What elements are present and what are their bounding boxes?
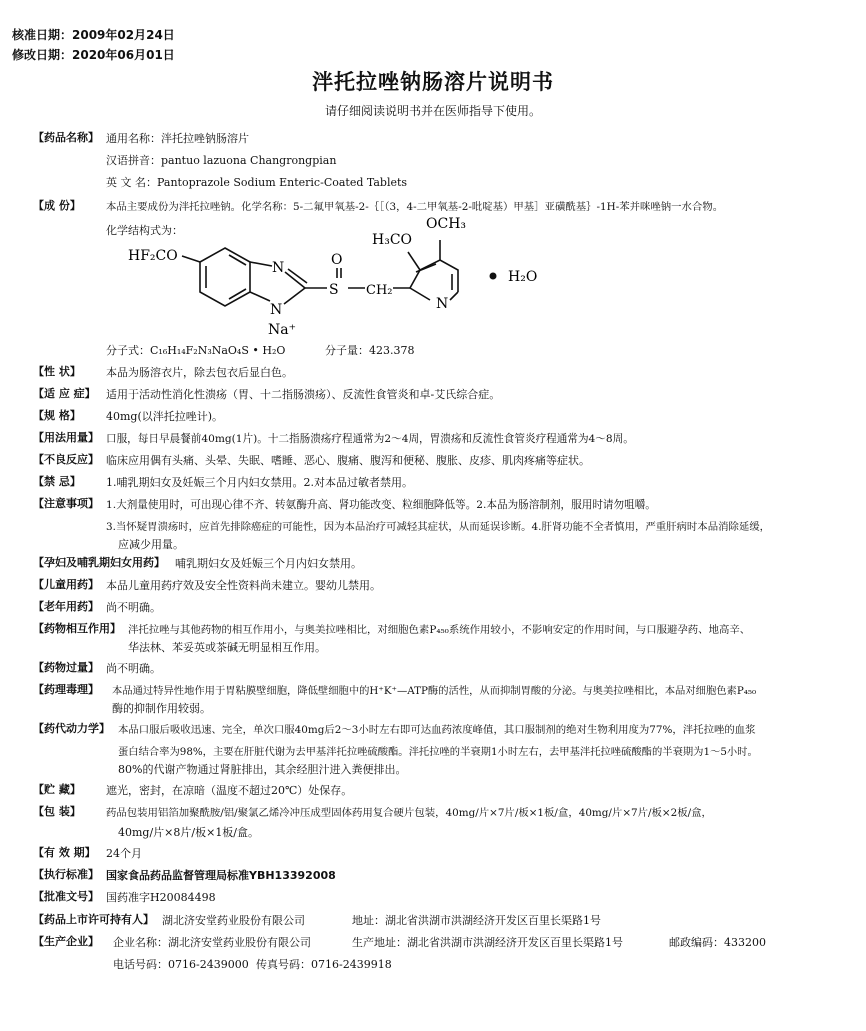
pharmacokinetics-label: 【药代动力学】 — [33, 722, 110, 735]
pharmacology-label: 【药理毒理】 — [33, 683, 99, 696]
manufacturer-phone: 电话号码：0716-2439000 — [113, 958, 249, 971]
dosage-text: 口服，每日早晨餐前40mg(1片)。十二指肠溃疡疗程通常为2～4周，胃溃疡和反流性食管炎疗程通常为4～8周。 — [106, 433, 634, 445]
generic-name: 通用名称：泮托拉唑钠肠溶片 — [106, 132, 249, 145]
indications-label: 【适 应 症】 — [33, 387, 96, 400]
hydrate-dot — [490, 273, 497, 280]
approval-text: 国药准字H20084498 — [106, 891, 216, 904]
elderly-text: 尚不明确。 — [106, 601, 161, 614]
standard-text: 国家食品药品监督管理局标准YBH13392008 — [106, 869, 336, 882]
manufacturer-label: 【生产企业】 — [33, 935, 99, 948]
package-line2: 40mg/片×8片/板×1板/盒。 — [118, 826, 260, 839]
package-line1: 药品包装用铝箔加聚酰胺/铝/聚氯乙烯冷冲压成型固体药用复合硬片包装，40mg/片×7片/板×1板/盒，40mg/片×7片/板×2板/盒， — [106, 807, 712, 819]
pharmacology-line2: 酶的抑制作用较弱。 — [112, 702, 211, 715]
overdose-label: 【药物过量】 — [33, 661, 99, 674]
spec-text: 40mg(以泮托拉唑计)。 — [106, 410, 224, 423]
precautions-line2: 3.当怀疑胃溃疡时，应首先排除癌症的可能性，因为本品治疗可减轻其症状，从而延误诊断。4.肝肾功能不全者慎用，严重肝病时本品消除延缓， — [106, 521, 771, 533]
molecular-weight: 分子量：423.378 — [325, 344, 415, 357]
pyridine-n-label: N — [436, 296, 449, 312]
composition-text: 本品主要成份为泮托拉唑钠。化学名称：5-二氟甲氧基-2-｛［（3，4-二甲氧基-2-吡啶基）甲基］亚磺酰基｝-1H-苯并咪唑钠一水合物。 — [106, 201, 724, 213]
document-title: 泮托拉唑钠肠溶片说明书 — [312, 70, 554, 94]
storage-label: 【贮 藏】 — [33, 783, 81, 796]
spec-label: 【规 格】 — [33, 409, 81, 422]
indications-text: 适用于活动性消化性溃疡（胃、十二指肠溃疡）、反流性食管炎和卓-艾氏综合症。 — [106, 388, 501, 401]
drug-name-label: 【药品名称】 — [33, 131, 99, 144]
pharmacokinetics-line3: 80%的代谢产物通过肾脏排出，其余经胆汁进入粪便排出。 — [118, 763, 407, 776]
contraindications-text: 1.哺乳期妇女及妊娠三个月内妇女禁用。2.对本品过敏者禁用。 — [106, 476, 413, 489]
package-label: 【包 装】 — [33, 805, 81, 818]
revision-date: 修改日期：2020年06月01日 — [12, 48, 175, 62]
sulfoxide-o-label: O — [331, 252, 343, 268]
adverse-label: 【不良反应】 — [33, 453, 99, 466]
adverse-text: 临床应用偶有头痛、头晕、失眠、嗜睡、恶心、腹痛、腹泻和便秘、腹胀、皮疹、肌肉疼痛等症状。 — [106, 454, 590, 467]
sulfur-label: S — [329, 282, 339, 298]
approval-date: 核准日期：2009年02月24日 — [12, 28, 175, 42]
interactions-label: 【药物相互作用】 — [33, 622, 121, 635]
children-label: 【儿童用药】 — [33, 578, 99, 591]
holder-name: 湖北济安堂药业股份有限公司 — [162, 914, 305, 927]
document-subtitle: 请仔细阅读说明书并在医师指导下使用。 — [324, 104, 541, 118]
interactions-line2: 华法林、苯妥英或茶碱无明显相互作用。 — [128, 641, 326, 654]
water-label: H₂O — [508, 269, 538, 285]
holder-address: 地址：湖北省洪湖市洪湖经济开发区百里长渠路1号 — [352, 914, 601, 927]
precautions-line3: 应减少用量。 — [118, 538, 184, 551]
hf2co-label: HF₂CO — [128, 248, 178, 264]
manufacturer-address: 生产地址：湖北省洪湖市洪湖经济开发区百里长渠路1号 — [352, 936, 623, 949]
manufacturer-fax: 传真号码：0716-2439918 — [256, 958, 392, 971]
sodium-label: Na⁺ — [268, 322, 296, 338]
elderly-label: 【老年用药】 — [33, 600, 99, 613]
ch2-label: CH₂ — [366, 283, 393, 298]
h3co-label: H₃CO — [372, 232, 413, 248]
appearance-text: 本品为肠溶衣片，除去包衣后显白色。 — [106, 366, 293, 379]
pharmacology-line1: 本品通过特异性地作用于胃粘膜壁细胞，降低壁细胞中的H⁺K⁺—ATP酶的活性，从而抑制胃酸的分泌。与奥美拉唑相比，本品对细胞色素P₄₅₀ — [112, 685, 757, 697]
contraindications-label: 【禁 忌】 — [33, 475, 81, 488]
och3-label: OCH₃ — [426, 216, 467, 232]
dosage-label: 【用法用量】 — [33, 431, 99, 444]
manufacturer-postcode: 邮政编码：433200 — [669, 936, 766, 949]
precautions-label: 【注意事项】 — [33, 497, 99, 510]
holder-label: 【药品上市许可持有人】 — [33, 913, 154, 926]
storage-text: 遮光，密封，在凉暗（温度不超过20℃）处保存。 — [106, 784, 353, 797]
appearance-label: 【性 状】 — [33, 365, 81, 378]
composition-label: 【成 份】 — [33, 199, 81, 212]
precautions-line1: 1.大剂量使用时，可出现心律不齐、转氨酶升高、肾功能改变、粒细胞降低等。2.本品为肠溶制剂，服用时请勿咀嚼。 — [106, 499, 656, 511]
molecular-formula: 分子式：C₁₆H₁₄F₂N₃NaO₄S • H₂O — [106, 344, 286, 357]
pharmacokinetics-line1: 本品口服后吸收迅速、完全，单次口服40mg后2～3小时左右即可达血药浓度峰值，其口服制剂的绝对生物利用度为77%，泮托拉唑的血浆 — [118, 724, 756, 736]
chemical-structure — [100, 208, 560, 343]
imidazole-n-label: N — [272, 260, 285, 276]
pregnancy-label: 【孕妇及哺乳期妇女用药】 — [33, 556, 165, 569]
approval-label: 【批准文号】 — [33, 890, 99, 903]
children-text: 本品儿童用药疗效及安全性资料尚未建立。婴幼儿禁用。 — [106, 579, 381, 592]
pinyin-name: 汉语拼音：pantuo lazuona Changrongpian — [106, 154, 337, 167]
english-name: 英 文 名：Pantoprazole Sodium Enteric-Coated Tablets — [106, 176, 408, 189]
pharmacokinetics-line2: 蛋白结合率为98%，主要在肝脏代谢为去甲基泮托拉唑硫酸酯。泮托拉唑的半衰期1小时左右，去甲基泮托拉唑硫酸酯的半衰期为1～5小时。 — [118, 746, 758, 758]
interactions-line1: 泮托拉唑与其他药物的相互作用小，与奥美拉唑相比，对细胞色素P₄₅₀系统作用较小，不影响安定的作用时间，与口服避孕药、地高辛、 — [128, 624, 751, 636]
overdose-text: 尚不明确。 — [106, 662, 161, 675]
standard-label: 【执行标准】 — [33, 868, 99, 881]
imidazole-na-n-label: N — [270, 302, 283, 318]
structure-label: 化学结构式为： — [106, 224, 183, 237]
validity-text: 24个月 — [106, 847, 142, 860]
manufacturer-name: 企业名称：湖北济安堂药业股份有限公司 — [113, 936, 311, 949]
validity-label: 【有 效 期】 — [33, 846, 96, 859]
pregnancy-text: 哺乳期妇女及妊娠三个月内妇女禁用。 — [175, 557, 362, 570]
